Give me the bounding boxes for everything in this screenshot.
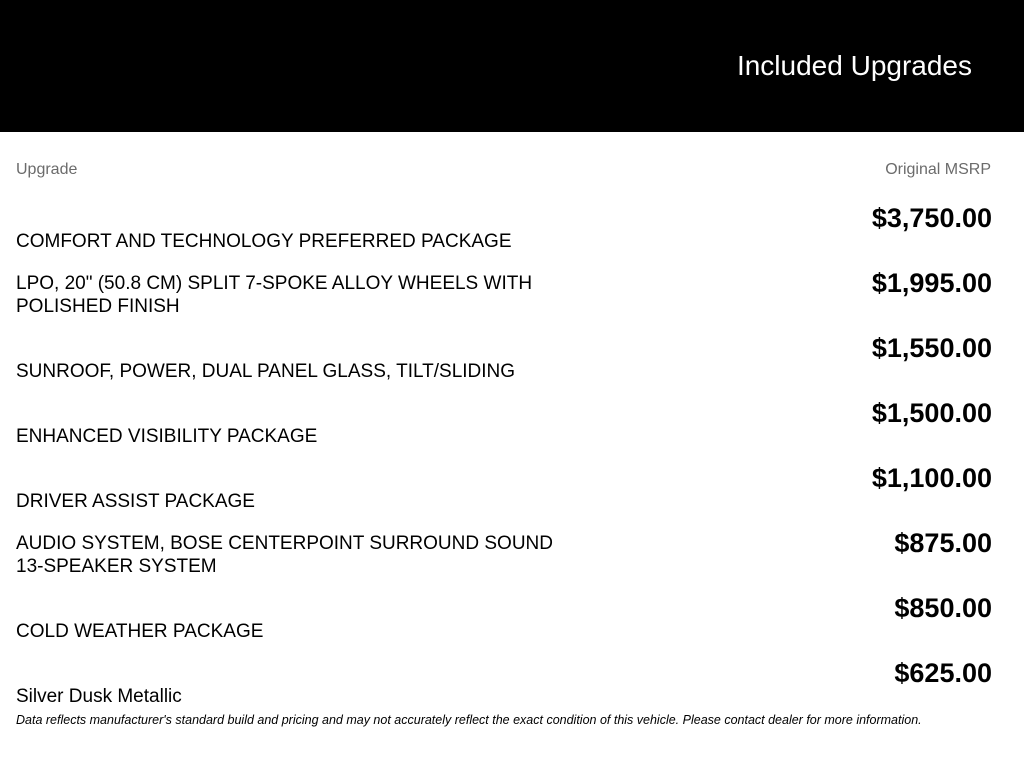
upgrade-name: Silver Dusk Metallic <box>16 686 182 707</box>
upgrade-price: $3,750.00 <box>871 203 992 233</box>
upgrade-name: COLD WEATHER PACKAGE <box>16 621 264 642</box>
upgrade-price: $1,500.00 <box>871 398 992 428</box>
list-item <box>16 328 992 393</box>
list-item <box>16 198 992 263</box>
upgrade-name: LPO, 20" (50.8 CM) SPLIT 7-SPOKE ALLOY WHEELS WITH POLISHED FINISH <box>16 273 533 317</box>
page-title: Included Upgrades <box>736 50 972 81</box>
upgrade-price: $625.00 <box>894 658 992 688</box>
list-item <box>16 458 992 523</box>
list-item <box>16 653 992 718</box>
page-header <box>0 0 1024 132</box>
list-item <box>16 263 992 328</box>
upgrade-price: $875.00 <box>894 528 992 558</box>
upgrade-name: SUNROOF, POWER, DUAL PANEL GLASS, TILT/SLIDING <box>16 361 516 382</box>
upgrade-price: $1,100.00 <box>871 463 992 493</box>
column-header-upgrade: Upgrade <box>16 161 78 178</box>
column-header-msrp: Original MSRP <box>885 161 991 178</box>
upgrade-price: $850.00 <box>894 593 992 623</box>
upgrade-price: $1,550.00 <box>871 333 992 363</box>
disclaimer-text: Data reflects manufacturer's standard build and pricing and may not accurately reflect the exact condition of this vehicle. Please contact dealer for more information. <box>16 713 922 727</box>
list-item <box>16 393 992 458</box>
list-item <box>16 523 992 588</box>
upgrades-list <box>16 198 992 718</box>
upgrade-name: AUDIO SYSTEM, BOSE CENTERPOINT SURROUND SOUND 13-SPEAKER SYSTEM <box>16 533 553 577</box>
upgrade-name: ENHANCED VISIBILITY PACKAGE <box>16 426 318 447</box>
upgrade-name: DRIVER ASSIST PACKAGE <box>16 491 255 512</box>
list-item <box>16 588 992 653</box>
upgrade-price: $1,995.00 <box>871 268 992 298</box>
upgrade-name: COMFORT AND TECHNOLOGY PREFERRED PACKAGE <box>16 231 512 252</box>
